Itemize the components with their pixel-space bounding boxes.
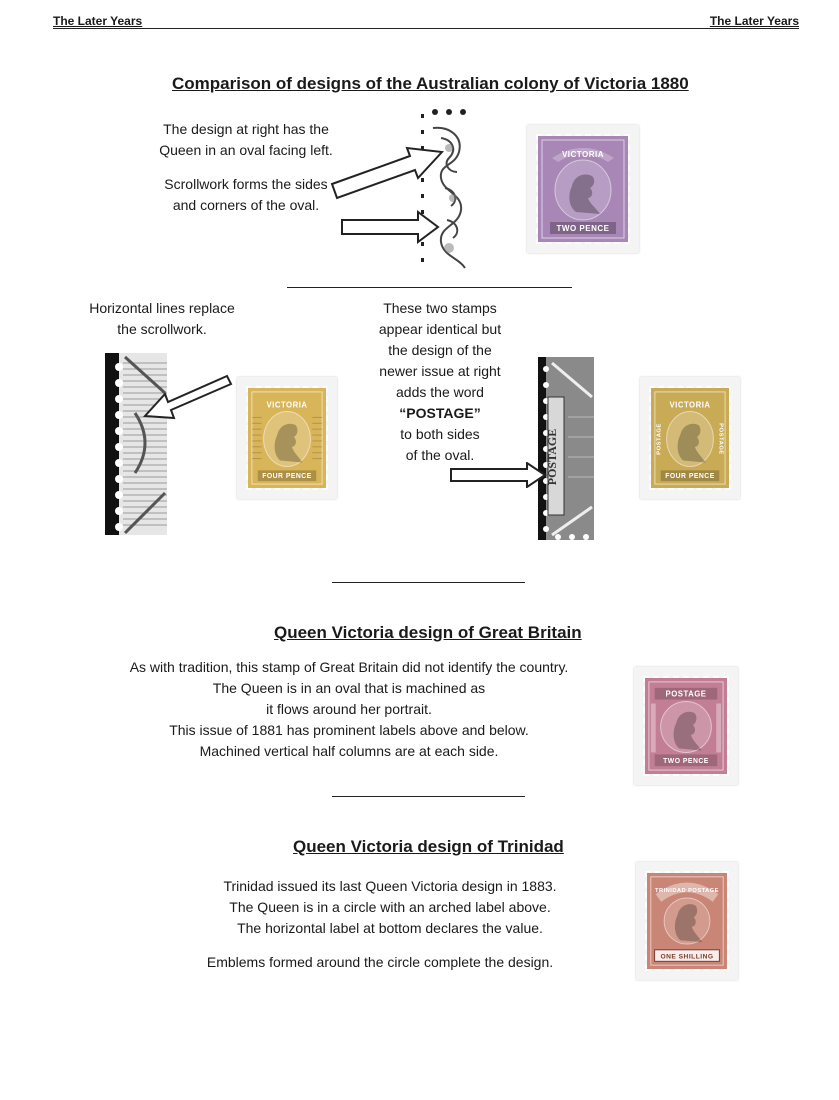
stamp-top-label: VICTORIA (669, 400, 711, 410)
section2-left-text (62, 298, 262, 340)
text-line: As with tradition, this stamp of Great Britain did not identify the country. (129, 659, 569, 675)
section1-title: Comparison of designs of the Australian colony of Victoria 1880 (172, 74, 689, 93)
text-line: and corners of the oval. (172, 197, 320, 213)
text-line: Scrollwork forms the sides (164, 176, 328, 192)
stamp-bottom-label: TWO PENCE (663, 758, 709, 766)
arrow-to-horizontal-lines (143, 370, 235, 424)
text-line: These two stamps (383, 300, 497, 316)
divider-2 (332, 582, 525, 583)
text-line: Machined vertical half columns are at each side. (199, 743, 499, 759)
text-line: newer issue at right (379, 363, 501, 379)
stamp-top-label: POSTAGE (665, 689, 707, 699)
stamp-face (645, 871, 729, 971)
stamp-bottom-label: ONE SHILLING (660, 953, 714, 961)
stamp-art (248, 388, 326, 488)
stamp-top-label: VICTORIA (561, 150, 605, 159)
text-line: to both sides (400, 426, 480, 442)
section4-text (170, 876, 610, 939)
stamp-art (647, 873, 727, 969)
stamp-top-label: TRINIDAD POSTAGE (655, 888, 719, 895)
header-right: The Later Years (709, 14, 799, 28)
text-line: appear identical but (378, 321, 502, 337)
stamp-art (645, 678, 727, 774)
stamp-face (649, 386, 731, 490)
stamp-face (536, 134, 630, 244)
stamp-bottom-label: FOUR PENCE (665, 473, 715, 481)
stamp-art (538, 136, 628, 242)
section4-title: Queen Victoria design of Trinidad (293, 837, 564, 856)
text-line: Trinidad issued its last Queen Victoria design in 1883. (223, 878, 557, 894)
text-line: Horizontal lines replace (89, 300, 235, 316)
text-line: The Queen is in an oval that is machined as (212, 680, 486, 696)
header-rule (53, 28, 799, 29)
section1-text1 (130, 119, 362, 161)
stamp-face (643, 676, 729, 776)
header-left: The Later Years (53, 14, 143, 28)
section3-title: Queen Victoria design of Great Britain (274, 623, 582, 642)
text-line: The design at right has the (163, 121, 329, 137)
arrow-to-postage (449, 462, 547, 488)
section2-right-text (340, 298, 540, 466)
divider-3 (332, 796, 525, 797)
stamp-side-label-right: POSTAGE (717, 423, 724, 455)
postage-detail-image (538, 357, 594, 540)
stamp-face (246, 386, 328, 490)
divider-1 (287, 287, 572, 288)
postage-emphasis: “POSTAGE” (399, 405, 481, 421)
arrow-to-scrollwork-lower (340, 210, 440, 244)
stamp-victoria-two-pence (527, 125, 639, 253)
stamp-victoria-four-pence-postage (640, 377, 740, 499)
text-line: of the oval. (405, 447, 475, 463)
arrow-to-scrollwork-upper (330, 136, 444, 208)
text-line: the scrollwork. (117, 321, 207, 337)
section1-text2 (130, 174, 362, 216)
stamp-bottom-label: FOUR PENCE (262, 473, 312, 481)
text-line: This issue of 1881 has prominent labels above and below. (169, 722, 529, 738)
stamp-trinidad-one-shilling (636, 862, 738, 980)
stamp-great-britain-two-pence (634, 667, 738, 785)
text-line: The horizontal label at bottom declares the value. (237, 920, 543, 936)
text-line: The Queen is in a circle with an arched label above. (229, 899, 551, 915)
stamp-side-label-left: POSTAGE (656, 423, 663, 455)
text-line: the design of the (388, 342, 492, 358)
section4-last-line: Emblems formed around the circle complete the design. (206, 954, 554, 970)
text-line: Queen in an oval facing left. (159, 142, 333, 158)
text-line: it flows around her portrait. (266, 701, 432, 717)
stamp-art (651, 388, 729, 488)
stamp-victoria-four-pence-early (237, 377, 337, 499)
text-line: adds the word (396, 384, 484, 400)
detail-postage-label: POSTAGE (545, 428, 559, 486)
stamp-bottom-label: TWO PENCE (556, 224, 610, 233)
section3-text (90, 657, 608, 762)
stamp-top-label: VICTORIA (266, 400, 308, 410)
